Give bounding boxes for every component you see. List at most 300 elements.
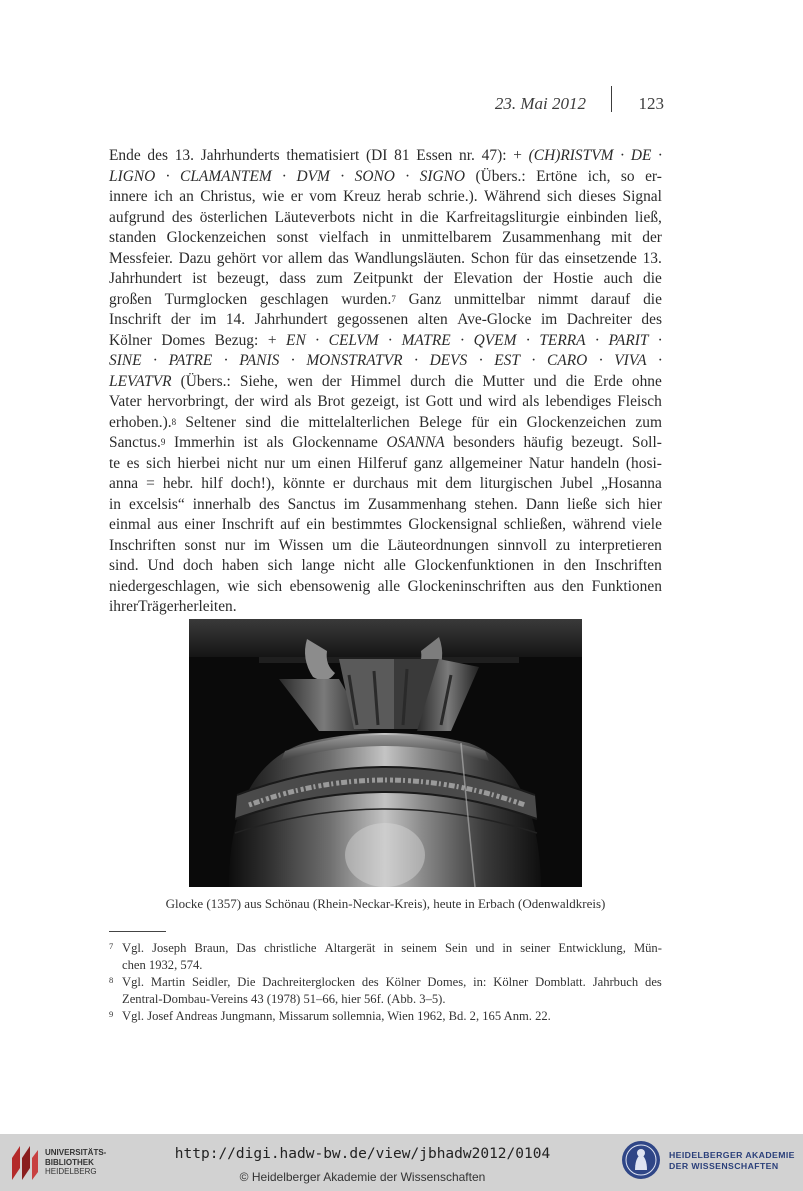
body-word: Belege [419, 413, 462, 431]
word [282, 167, 286, 188]
word [340, 167, 344, 188]
text-line [109, 515, 662, 536]
word [279, 269, 306, 290]
word [621, 167, 635, 188]
word [534, 372, 557, 393]
text-line [109, 269, 662, 290]
italic-inscription-text: · [414, 352, 418, 369]
word [614, 351, 646, 372]
body-word: Messfeier. [109, 249, 173, 267]
body-word: österlichen [199, 208, 268, 226]
word [288, 249, 322, 270]
word [157, 515, 178, 536]
body-word: im [200, 311, 217, 328]
word [408, 515, 497, 536]
italic-inscription-text: MONSTRATVR [306, 352, 403, 369]
body-word: Hilferuf [357, 454, 408, 472]
word [109, 310, 161, 331]
body-word: lebendiges [545, 393, 612, 410]
body-word: bestimmtes [331, 516, 402, 533]
italic-inscription-text: OSANNA [386, 434, 445, 451]
word [601, 474, 662, 495]
body-word: Ave-Glocke [457, 311, 532, 328]
body-word: Elevation [453, 270, 513, 287]
body-word: lange [301, 557, 335, 574]
word [384, 556, 406, 577]
italic-inscription-text: · [658, 147, 662, 164]
italic-inscription-text: · [531, 352, 536, 369]
body-word: erhoben.). [109, 413, 172, 431]
footnote-word: seinem [401, 941, 437, 955]
word [553, 269, 593, 290]
body-word: er [332, 475, 345, 492]
word [378, 577, 400, 598]
italic-inscription-text: DE [630, 147, 652, 164]
body-word: in [400, 208, 413, 226]
body-word: der [234, 393, 255, 410]
word [217, 269, 269, 290]
body-word: so [620, 167, 635, 185]
word [408, 577, 526, 598]
word [183, 556, 213, 577]
word [148, 556, 175, 577]
italic-inscription-text: · [165, 167, 170, 185]
word [497, 536, 547, 557]
word [354, 249, 465, 270]
body-word: aus [533, 577, 555, 595]
body-word: nur [264, 454, 285, 472]
italic-inscription-text: · [658, 352, 662, 369]
word [479, 351, 483, 372]
body-word: im [343, 495, 360, 513]
word [288, 495, 336, 516]
word [401, 208, 413, 229]
body-word: Glockensignal [408, 516, 498, 533]
body-word: Seltener [185, 413, 237, 431]
body-word: herab [387, 188, 422, 205]
body-word: ihrer [109, 598, 139, 615]
body-word: Glockenzeichen [166, 229, 267, 246]
word [567, 310, 632, 331]
word [200, 187, 255, 208]
word [266, 433, 283, 454]
word [217, 249, 256, 270]
body-word: liturgischen [479, 475, 553, 492]
word [153, 351, 157, 372]
word [622, 187, 661, 208]
italic-inscription-text: TERRA [539, 331, 586, 349]
body-word: Ende [109, 147, 141, 164]
word [643, 249, 662, 270]
word [234, 392, 254, 413]
body-word: alle [383, 557, 406, 574]
italic-inscription-text: CELVM [328, 331, 379, 349]
italic-inscription-text: · [478, 352, 483, 369]
body-word: wird [260, 393, 289, 410]
body-word: und [533, 372, 557, 390]
word [595, 331, 599, 352]
body-word: der [522, 270, 543, 287]
word [588, 167, 611, 188]
body-word: alten [417, 311, 448, 328]
body-word: Dachreiter [566, 311, 632, 328]
word [565, 249, 637, 270]
academy-seal-icon [621, 1140, 661, 1180]
running-header-date: 23. Mai 2012 [494, 94, 586, 113]
word [480, 474, 553, 495]
word [226, 310, 245, 331]
word [109, 392, 142, 413]
word [328, 249, 349, 270]
word [184, 515, 215, 536]
word [499, 413, 518, 434]
footnote-word: Sein [445, 941, 468, 955]
word [109, 249, 173, 270]
word [179, 187, 194, 208]
body-word: um [331, 536, 352, 554]
body-word: die [565, 372, 585, 390]
word [165, 290, 248, 311]
word [539, 249, 560, 270]
body-word: (Übers.: [475, 167, 526, 185]
word [109, 167, 155, 188]
footnote-word: des [645, 975, 662, 989]
word [351, 372, 402, 393]
body-word: 81 [394, 147, 410, 164]
word [526, 495, 559, 516]
body-word: Bezug: [214, 331, 259, 349]
body-word: thematisiert [286, 147, 360, 164]
word [415, 556, 534, 577]
body-word: Glockenname [292, 434, 378, 451]
word [460, 331, 464, 352]
permalink-url[interactable]: http://digi.hadw-bw.de/view/jbhadw2012/0104 [174, 1146, 551, 1162]
body-word: einmal [109, 516, 152, 533]
body-word: (hosi- [625, 454, 662, 472]
word [366, 146, 387, 167]
word [147, 392, 228, 413]
body-word: wen [287, 372, 313, 390]
body-word: Schon [470, 249, 510, 267]
header-divider [611, 86, 612, 112]
word [283, 474, 325, 495]
body-word: wie [262, 188, 285, 205]
footnote-word: in [502, 941, 513, 955]
body-word: Glockeninschriften [407, 577, 526, 595]
body-word: sonst [276, 229, 309, 246]
body-word: Während [484, 188, 541, 205]
body-word: 14. [225, 311, 246, 328]
body-word: im [253, 536, 271, 554]
body-word: besonders [453, 434, 515, 451]
body-word: wie [227, 577, 250, 595]
footnote-separator [109, 931, 166, 932]
word [280, 515, 300, 536]
word [414, 351, 418, 372]
word [309, 413, 410, 434]
word [379, 228, 391, 249]
word [453, 269, 512, 290]
footnote-word: christliche [264, 941, 317, 955]
word [488, 392, 516, 413]
word [259, 495, 280, 516]
word [360, 536, 379, 557]
word [362, 208, 393, 229]
word [109, 290, 152, 311]
body-word: sich [605, 495, 630, 513]
body-word: handeln [570, 454, 620, 472]
word [290, 577, 371, 598]
word [529, 454, 564, 475]
word [453, 433, 515, 454]
word [428, 187, 478, 208]
word [631, 146, 652, 167]
body-word: Karfreitagsliturgie [445, 208, 560, 226]
word [599, 351, 603, 372]
body-word: hebr. [162, 475, 194, 492]
word [515, 249, 533, 270]
word [192, 269, 207, 290]
italic-inscription-text: SIGNO [419, 167, 466, 185]
word [332, 536, 352, 557]
text-line [109, 474, 662, 495]
text-line [109, 536, 662, 557]
word [179, 249, 212, 270]
body-word: excelsis“ [129, 495, 185, 513]
word [337, 310, 408, 331]
italic-inscription-text: · [340, 167, 345, 185]
body-word: Kölner [109, 331, 152, 349]
body-word: + [267, 331, 277, 349]
word [245, 413, 271, 434]
word [420, 208, 439, 229]
body-word: aus [157, 516, 178, 533]
word [291, 454, 311, 475]
body-word: (Übers.: [180, 372, 231, 390]
body-word: nimmt [537, 290, 579, 308]
word [522, 392, 539, 413]
italic-inscription-text: · [525, 331, 530, 349]
footnote-word: Vgl. [122, 975, 145, 989]
word [344, 556, 375, 577]
word [109, 208, 165, 229]
word [224, 351, 228, 372]
body-word: allem [288, 249, 323, 267]
footnote-word: seiner [520, 941, 551, 955]
word [240, 372, 278, 393]
word [154, 187, 173, 208]
word [595, 556, 662, 577]
body-word: dass [279, 270, 306, 287]
body-word: mit [611, 229, 632, 246]
word [166, 167, 170, 188]
word [275, 208, 356, 229]
footnote-text [122, 1008, 662, 1025]
body-word: aufgrund [109, 208, 165, 226]
text-line [109, 310, 662, 331]
body-word: te [109, 454, 121, 472]
body-word: interpretieren [578, 536, 662, 554]
footnote-reference: 7 [391, 293, 396, 304]
body-word: Jahrhunderts [200, 147, 280, 164]
body-word: mit [416, 475, 438, 492]
body-word: Zusammenhang [502, 229, 601, 246]
italic-inscription-text: · [598, 352, 603, 369]
italic-inscription-text: CARO [546, 352, 588, 369]
word [645, 167, 662, 188]
academy-logo-line: HEIDELBERGER AKADEMIE [669, 1150, 795, 1160]
italic-inscription-text: DEVS [429, 352, 468, 369]
body-word: doch [183, 557, 213, 574]
word [430, 351, 468, 372]
word [578, 187, 616, 208]
body-word: stehen. [474, 495, 518, 513]
word [287, 372, 313, 393]
word [471, 413, 489, 434]
body-word: gegossenen [337, 311, 409, 328]
body-word: schrie.). [427, 188, 478, 205]
word [547, 351, 587, 372]
body-word: ließ, [634, 208, 662, 226]
italic-inscription-text: SINE [109, 352, 142, 369]
body-word: viele [631, 516, 662, 533]
word [632, 433, 662, 454]
text-line [109, 433, 662, 454]
body-word: Läuteordnungen [387, 536, 489, 554]
word [146, 474, 155, 495]
body-word: haben [221, 557, 259, 574]
body-word: Kreuz [343, 188, 381, 205]
body-word: des [171, 208, 193, 226]
word [109, 269, 182, 290]
body-word: Sanctus. [109, 434, 161, 451]
body-word: die [360, 536, 380, 554]
italic-inscription-text: PARIT [608, 331, 649, 349]
body-word: allgemeiner [449, 454, 523, 472]
body-word: Siehe, [239, 372, 279, 390]
footnote-word: Braun, [194, 941, 229, 955]
footnote-number: 8 [109, 975, 114, 985]
body-word: Inschriften [109, 536, 176, 554]
word [426, 392, 453, 413]
word [291, 187, 303, 208]
italic-inscription-text: · [388, 331, 393, 349]
word [109, 577, 220, 598]
body-word: standen [109, 229, 157, 246]
footnote-word: Die [237, 975, 256, 989]
body-word: zum [635, 413, 662, 431]
word [301, 556, 334, 577]
word [635, 413, 662, 434]
word [268, 331, 277, 352]
word [109, 536, 176, 557]
word [329, 331, 379, 352]
body-word: das [538, 249, 560, 267]
text-line [109, 392, 662, 413]
body-word: gezeigt, [350, 393, 400, 410]
italic-inscription-text: EN [286, 331, 306, 349]
word [446, 208, 560, 229]
word [175, 146, 194, 167]
word [405, 167, 409, 188]
body-word: vielfach [318, 229, 369, 246]
footnote-reference: 9 [160, 437, 166, 447]
body-word: nicht [343, 557, 375, 574]
body-word: Jubel [560, 475, 594, 492]
word [454, 290, 525, 311]
figure-caption: Glocke (1357) aus Schönau (Rhein-Neckar-Kreis), heute in Erbach (Odenwaldkreis) [165, 896, 606, 911]
word [402, 331, 451, 352]
word [536, 167, 577, 188]
body-word: Hostie [552, 270, 594, 287]
body-word: Inschrift [109, 311, 162, 328]
footnote-word: Kölner [493, 975, 529, 989]
word [227, 454, 258, 475]
body-word: Mutter [482, 372, 525, 390]
body-word: doch!), [230, 475, 275, 492]
italic-inscription-text: QVEM [473, 331, 517, 349]
word [643, 269, 662, 290]
word [570, 454, 619, 475]
word [474, 331, 517, 352]
italic-inscription-text: · [595, 331, 599, 349]
word [523, 269, 543, 290]
body-word: = [146, 475, 155, 492]
word [315, 331, 319, 352]
footnote-word: des [361, 975, 379, 989]
body-word: innere [109, 188, 148, 205]
university-library-logo-text [45, 1148, 106, 1177]
word [109, 146, 141, 167]
word [222, 556, 259, 577]
word [418, 310, 448, 331]
word [109, 474, 138, 495]
word [109, 228, 156, 249]
word [635, 208, 662, 229]
word [476, 167, 526, 188]
body-word: innerhalb [192, 495, 252, 513]
word [174, 433, 235, 454]
italic-inscription-text: VIVA [614, 352, 647, 369]
body-word: nur [224, 536, 246, 554]
footnote-word: Domes, [427, 975, 467, 989]
word [341, 290, 396, 311]
italic-inscription-text: · [460, 331, 465, 349]
library-logo-line: HEIDELBERG [45, 1167, 97, 1176]
body-word: ein [306, 516, 326, 533]
word [449, 454, 522, 475]
body-word: Turmglocken [164, 290, 248, 308]
body-word: ich, [587, 167, 611, 185]
word [322, 372, 342, 393]
body-word: in [379, 229, 392, 246]
body-word: die [419, 208, 439, 226]
body-word: des [259, 495, 280, 513]
word [513, 146, 522, 167]
body-word: als [266, 434, 284, 451]
italic-inscription-text: MATRE [401, 331, 451, 349]
word [109, 433, 165, 454]
body-word: Zusammenhang [367, 495, 467, 513]
body-word: sind [245, 413, 272, 431]
word [318, 454, 351, 475]
body-word: sich [257, 577, 283, 595]
body-word: die [280, 413, 300, 431]
italic-inscription-text: · [153, 352, 158, 369]
word [523, 433, 562, 454]
word [529, 146, 614, 167]
word [405, 392, 420, 413]
